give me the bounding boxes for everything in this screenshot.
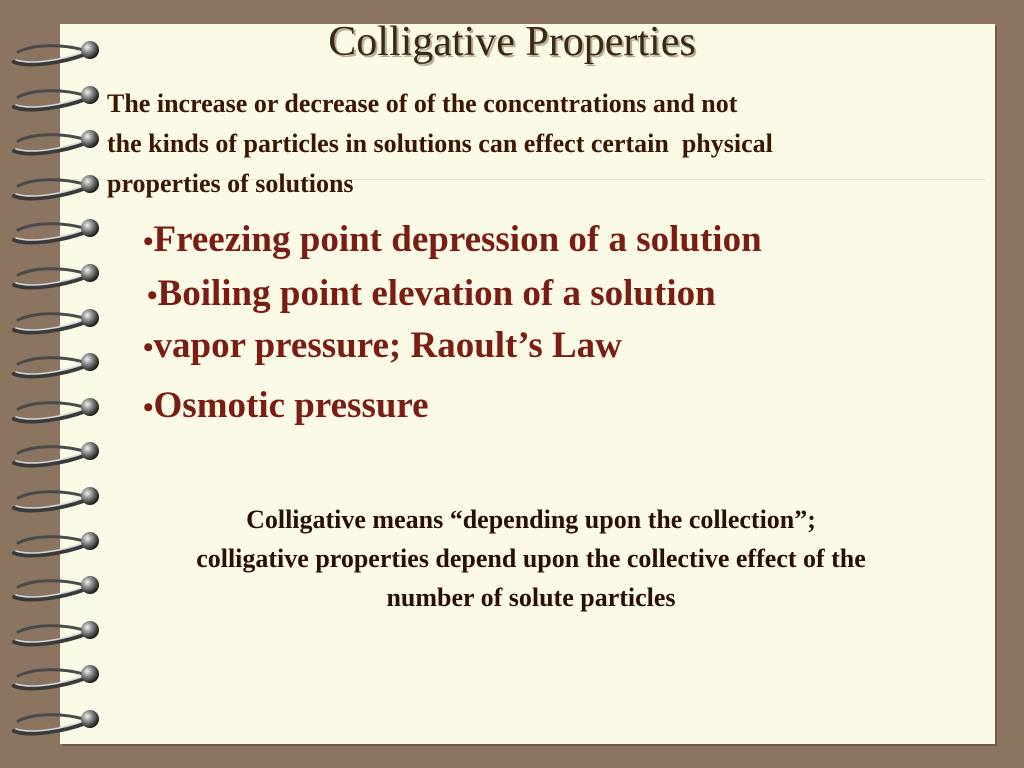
spiral-ring-icon (10, 216, 110, 246)
list-item (143, 218, 762, 261)
definition-line: Colligative means “depending upon the collection”; (246, 505, 816, 534)
spiral-ring-icon (10, 127, 110, 157)
definition-line: number of solute particles (386, 583, 676, 612)
definition-paragraph (60, 500, 1002, 617)
list-item (143, 384, 429, 427)
spiral-ring-icon (10, 662, 110, 692)
spiral-ring-icon (10, 350, 110, 380)
spiral-binding (10, 38, 110, 728)
spiral-ring-icon (10, 83, 110, 113)
spiral-ring-icon (10, 618, 110, 648)
spiral-ring-icon (10, 439, 110, 469)
spiral-ring-icon (10, 707, 110, 737)
bullet-marker: • (143, 391, 154, 424)
bullet-marker: • (147, 279, 158, 312)
bullet-text: Freezing point depression of a solution (153, 219, 762, 260)
bullet-text: vapor pressure; Raoult’s Law (153, 325, 622, 366)
spiral-ring-icon (10, 395, 110, 425)
intro-line: the kinds of particles in solutions can effect certain physical (107, 129, 773, 158)
spiral-ring-icon (10, 261, 110, 291)
bullet-marker: • (143, 331, 154, 364)
list-item (143, 324, 622, 367)
intro-line: properties of solutions (107, 169, 354, 198)
intro-paragraph (107, 84, 1007, 204)
definition-line: colligative properties depend upon the collective effect of the (196, 544, 866, 573)
bullet-marker: • (143, 225, 154, 258)
intro-line: The increase or decrease of of the concentrations and not (107, 89, 738, 118)
bullet-text: Boiling point elevation of a solution (157, 273, 716, 314)
spiral-ring-icon (10, 172, 110, 202)
list-item (147, 272, 716, 315)
bullet-text: Osmotic pressure (153, 385, 429, 426)
slide-title: Colligative Properties (328, 19, 696, 65)
spiral-ring-icon (10, 306, 110, 336)
